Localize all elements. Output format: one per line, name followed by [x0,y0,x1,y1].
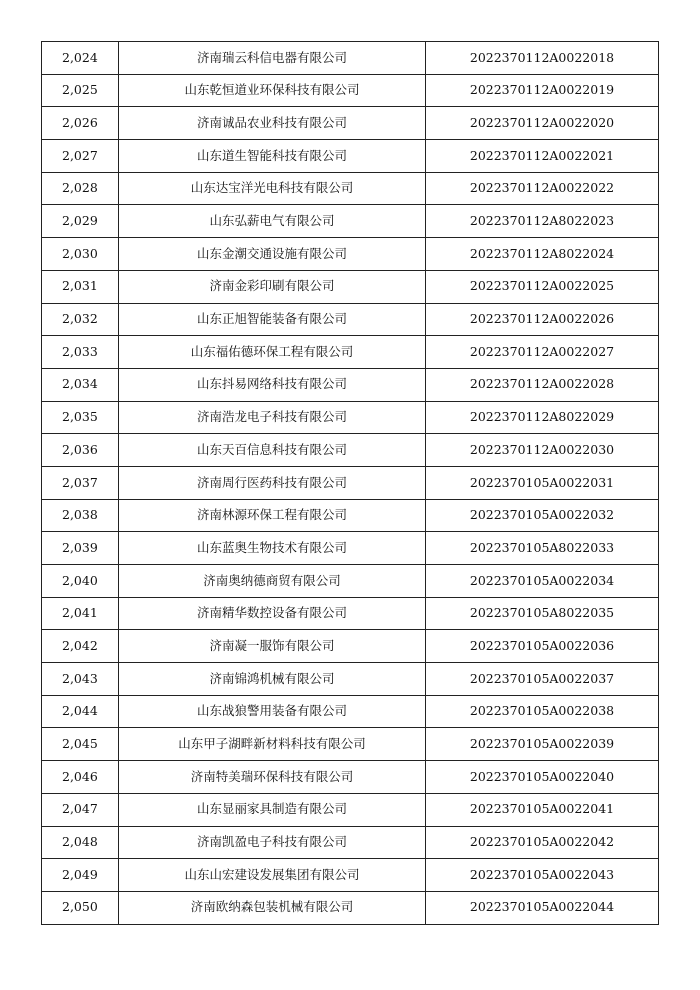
row-registration-code: 2022370112A0022026 [426,303,659,336]
row-sequence-number: 2,036 [42,434,119,467]
table-row [42,466,659,499]
row-registration-code: 2022370105A0022043 [426,859,659,892]
row-sequence-number: 2,040 [42,565,119,598]
table-row [42,728,659,761]
row-registration-code: 2022370112A0022021 [426,140,659,173]
table-row [42,238,659,271]
row-company-name: 济南奥纳德商贸有限公司 [119,565,426,598]
row-sequence-number: 2,039 [42,532,119,565]
row-company-name: 济南林源环保工程有限公司 [119,499,426,532]
table-row [42,793,659,826]
row-sequence-number: 2,049 [42,859,119,892]
row-sequence-number: 2,041 [42,597,119,630]
row-sequence-number: 2,045 [42,728,119,761]
row-registration-code: 2022370105A0022038 [426,695,659,728]
table-row [42,74,659,107]
registry-table [41,41,659,925]
row-registration-code: 2022370105A0022039 [426,728,659,761]
row-registration-code: 2022370105A0022032 [426,499,659,532]
table-row [42,140,659,173]
table-row [42,270,659,303]
row-company-name: 济南周行医药科技有限公司 [119,466,426,499]
row-company-name: 山东达宝洋光电科技有限公司 [119,172,426,205]
row-company-name: 山东道生智能科技有限公司 [119,140,426,173]
row-company-name: 山东山宏建设发展集团有限公司 [119,859,426,892]
row-sequence-number: 2,030 [42,238,119,271]
table-row [42,336,659,369]
row-registration-code: 2022370112A8022023 [426,205,659,238]
row-sequence-number: 2,048 [42,826,119,859]
row-company-name: 山东乾恒道业环保科技有限公司 [119,74,426,107]
row-company-name: 山东正旭智能装备有限公司 [119,303,426,336]
table-row [42,42,659,75]
row-company-name: 济南凝一服饰有限公司 [119,630,426,663]
row-company-name: 山东甲子湖畔新材料科技有限公司 [119,728,426,761]
row-company-name: 济南瑞云科信电器有限公司 [119,42,426,75]
row-registration-code: 2022370105A0022044 [426,891,659,924]
row-sequence-number: 2,044 [42,695,119,728]
table-row [42,172,659,205]
row-company-name: 济南欧纳森包装机械有限公司 [119,891,426,924]
row-company-name: 济南诚品农业科技有限公司 [119,107,426,140]
table-row [42,630,659,663]
row-company-name: 山东抖易网络科技有限公司 [119,368,426,401]
table-row [42,107,659,140]
row-company-name: 山东弘薪电气有限公司 [119,205,426,238]
row-company-name: 山东显丽家具制造有限公司 [119,793,426,826]
row-sequence-number: 2,038 [42,499,119,532]
table-row [42,565,659,598]
row-company-name: 山东金潮交通设施有限公司 [119,238,426,271]
row-company-name: 济南金彩印刷有限公司 [119,270,426,303]
row-company-name: 济南锦鸿机械有限公司 [119,663,426,696]
row-sequence-number: 2,034 [42,368,119,401]
row-company-name: 济南浩龙电子科技有限公司 [119,401,426,434]
table-row [42,761,659,794]
table-row [42,368,659,401]
row-sequence-number: 2,050 [42,891,119,924]
row-registration-code: 2022370112A0022027 [426,336,659,369]
row-registration-code: 2022370112A8022024 [426,238,659,271]
row-sequence-number: 2,046 [42,761,119,794]
table-row [42,532,659,565]
row-sequence-number: 2,027 [42,140,119,173]
table-row [42,597,659,630]
table-row [42,826,659,859]
table-row [42,695,659,728]
row-sequence-number: 2,035 [42,401,119,434]
row-sequence-number: 2,042 [42,630,119,663]
row-registration-code: 2022370105A8022035 [426,597,659,630]
row-sequence-number: 2,025 [42,74,119,107]
row-sequence-number: 2,024 [42,42,119,75]
row-sequence-number: 2,026 [42,107,119,140]
row-sequence-number: 2,029 [42,205,119,238]
row-sequence-number: 2,033 [42,336,119,369]
row-company-name: 山东蓝奥生物技术有限公司 [119,532,426,565]
row-registration-code: 2022370105A0022034 [426,565,659,598]
row-sequence-number: 2,028 [42,172,119,205]
row-registration-code: 2022370112A0022030 [426,434,659,467]
table-row [42,663,659,696]
row-registration-code: 2022370112A8022029 [426,401,659,434]
row-registration-code: 2022370105A0022042 [426,826,659,859]
row-sequence-number: 2,037 [42,466,119,499]
row-registration-code: 2022370112A0022022 [426,172,659,205]
row-company-name: 山东天百信息科技有限公司 [119,434,426,467]
row-registration-code: 2022370112A0022019 [426,74,659,107]
row-registration-code: 2022370112A0022020 [426,107,659,140]
row-registration-code: 2022370105A0022041 [426,793,659,826]
table-body [42,42,659,925]
row-registration-code: 2022370112A0022025 [426,270,659,303]
table-row [42,499,659,532]
row-registration-code: 2022370105A0022031 [426,466,659,499]
row-sequence-number: 2,032 [42,303,119,336]
row-registration-code: 2022370112A0022018 [426,42,659,75]
table-row [42,303,659,336]
row-registration-code: 2022370105A8022033 [426,532,659,565]
row-company-name: 山东战狼警用装备有限公司 [119,695,426,728]
row-registration-code: 2022370112A0022028 [426,368,659,401]
row-sequence-number: 2,043 [42,663,119,696]
table-row [42,205,659,238]
row-sequence-number: 2,031 [42,270,119,303]
row-registration-code: 2022370105A0022036 [426,630,659,663]
row-registration-code: 2022370105A0022040 [426,761,659,794]
table-row [42,859,659,892]
row-company-name: 山东福佑德环保工程有限公司 [119,336,426,369]
row-company-name: 济南特美瑞环保科技有限公司 [119,761,426,794]
row-company-name: 济南凯盈电子科技有限公司 [119,826,426,859]
table-row [42,401,659,434]
table-row [42,434,659,467]
row-company-name: 济南精华数控设备有限公司 [119,597,426,630]
row-sequence-number: 2,047 [42,793,119,826]
table-row [42,891,659,924]
row-registration-code: 2022370105A0022037 [426,663,659,696]
